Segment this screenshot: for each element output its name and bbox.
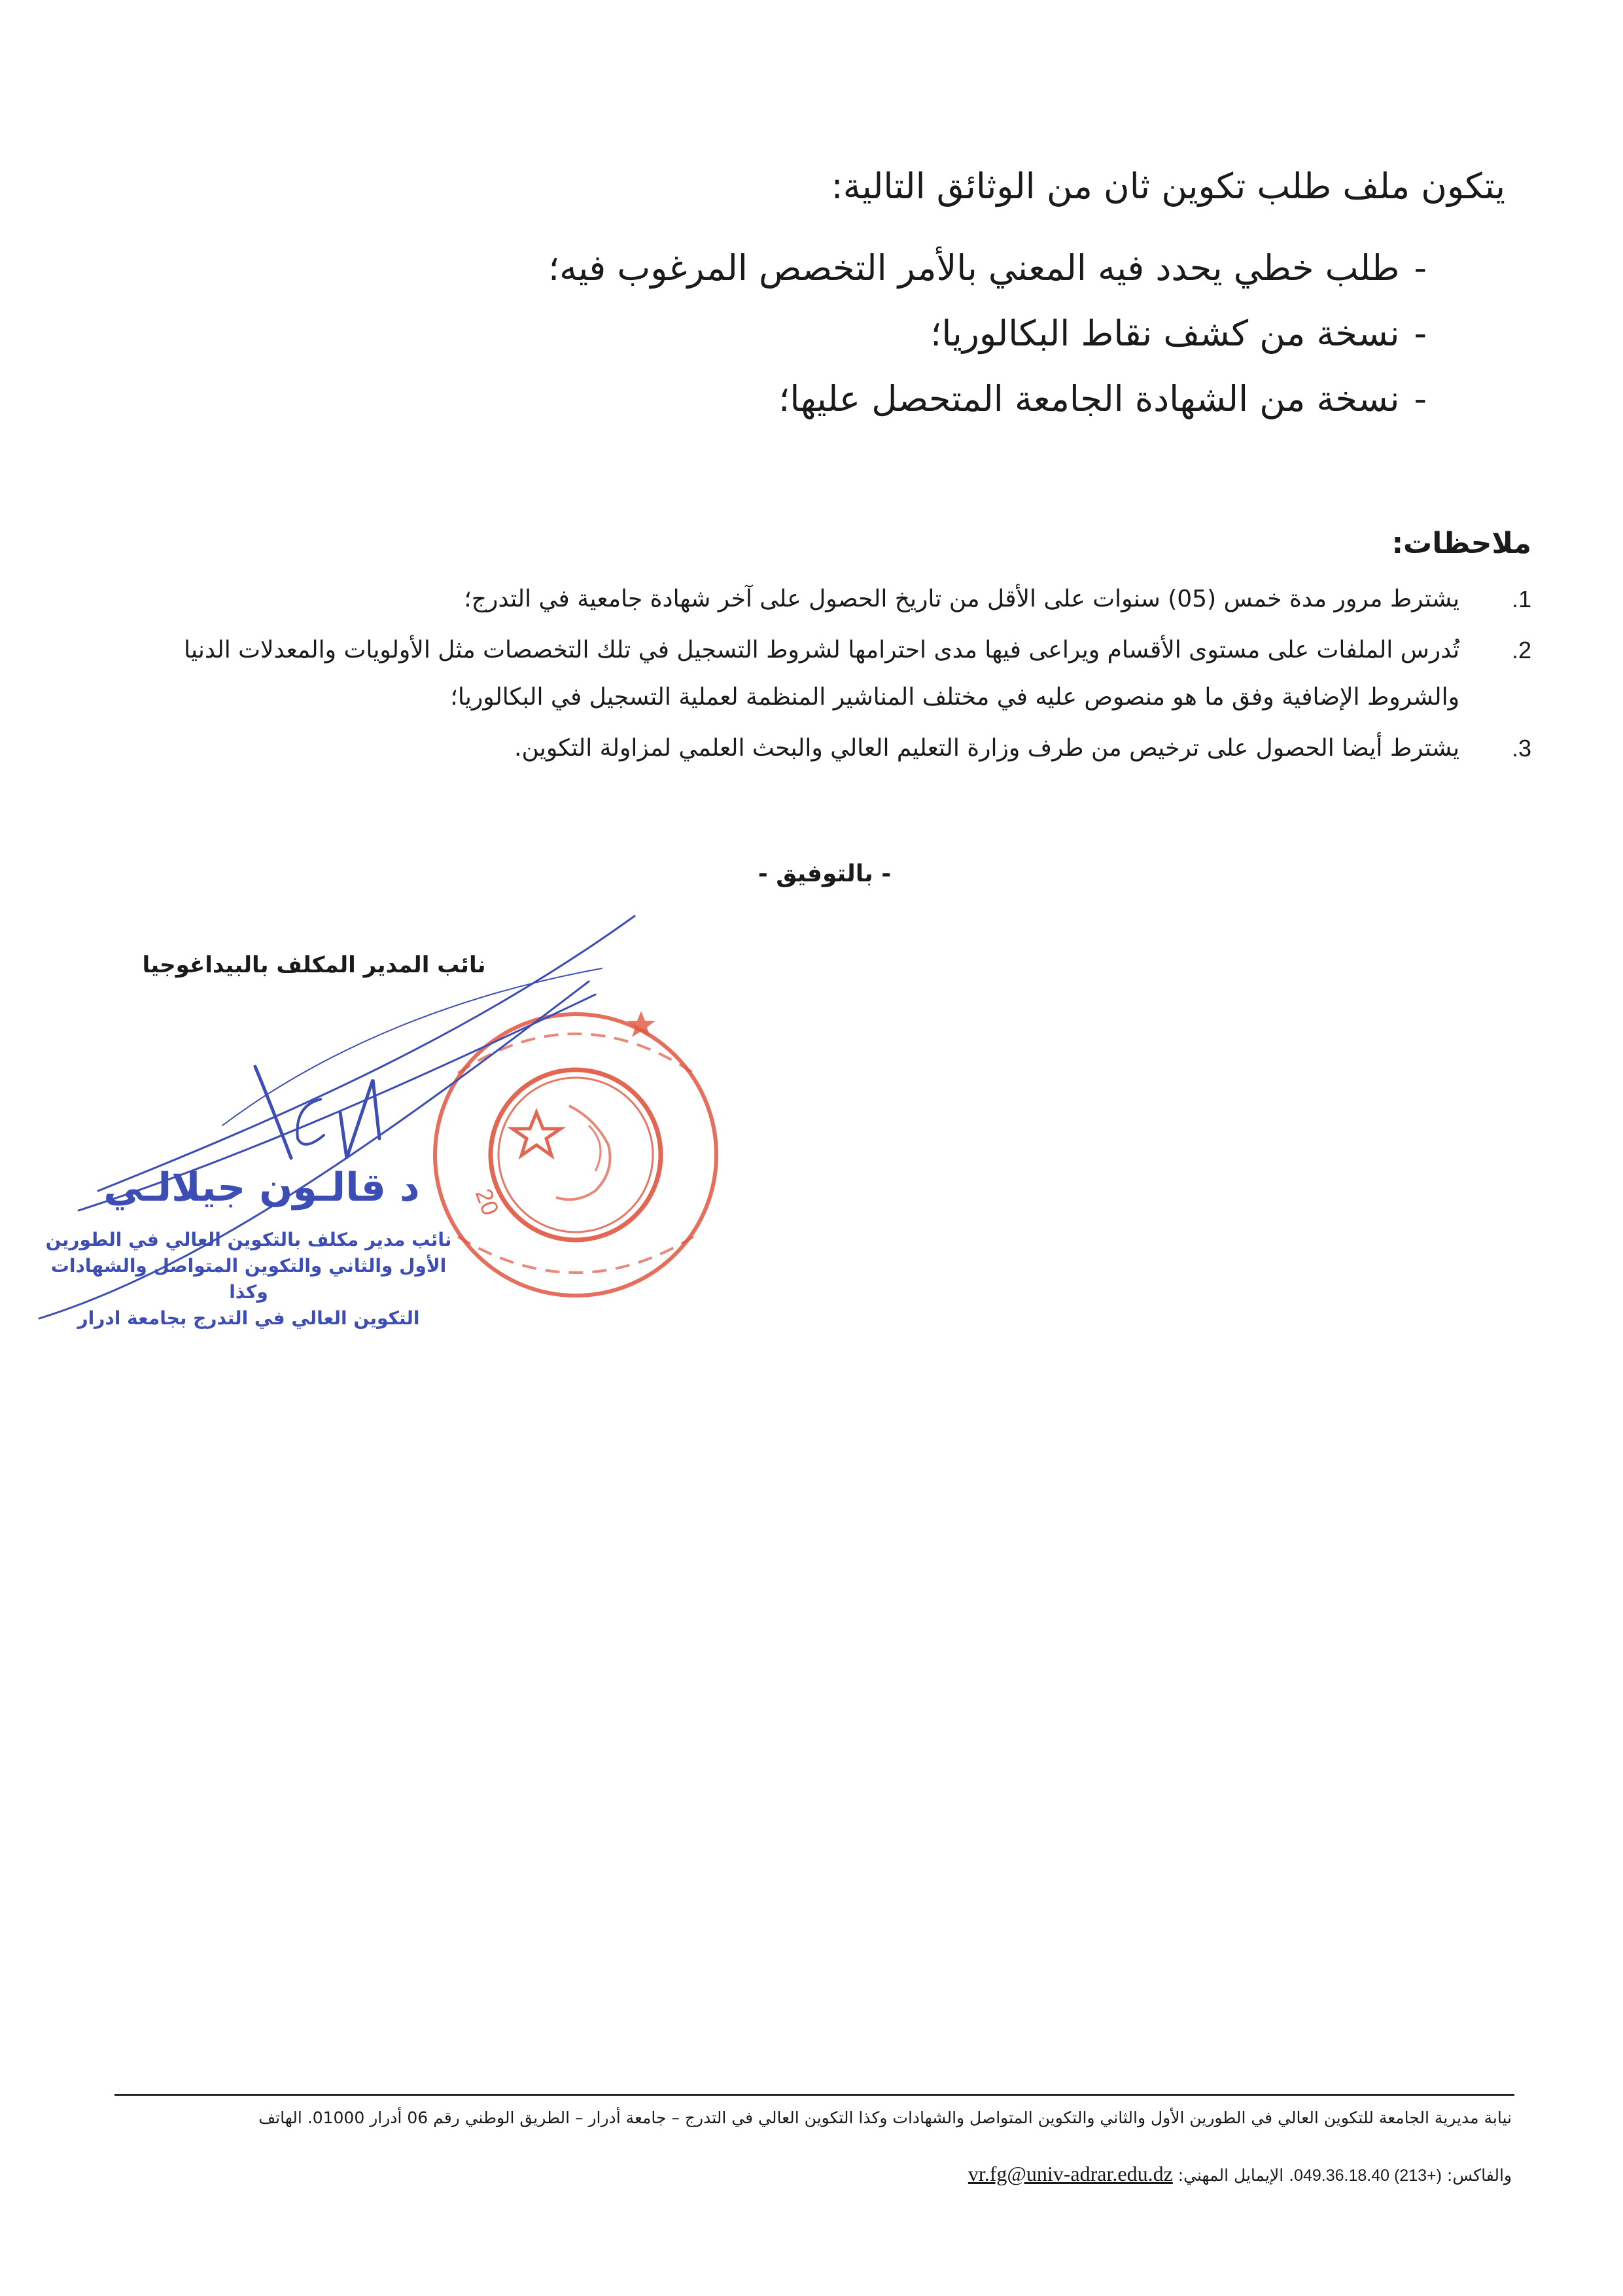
- footer-contact: [86, 2159, 1512, 2190]
- footer-divider: [114, 2094, 1514, 2096]
- footer-email-label: . الإيمايل المهني:: [1178, 2166, 1295, 2185]
- signature-stamp-name: د قالـون جيلالـي: [103, 1165, 420, 1210]
- footer-email-link[interactable]: vr.fg@univ-adrar.edu.dz: [968, 2162, 1173, 2185]
- intro-heading: يتكون ملف طلب تكوين ثان من الوثائق التالية:: [831, 166, 1505, 207]
- official-seal: [435, 1011, 716, 1296]
- note-text: يشترط مرور مدة خمس (05) سنوات على الأقل من تاريخ الحصول على آخر شهادة جامعية في التدرج؛: [464, 586, 1459, 612]
- note-text: تُدرس الملفات على مستوى الأقسام ويراعى فيها مدى احترامها لشروط التسجيل في تلك التخصصات مثل الأولويات والمعدلات الدنيا والشروط الإضافية وفق ما هو منصوص عليه في مختلف المناشير المنظمة لعملية التسجيل في البكالوريا؛: [184, 637, 1459, 711]
- signature-stamp-line: نائب مدير مكلف بالتكوين العالي في الطورين: [45, 1229, 452, 1250]
- note-number: 2.: [1511, 637, 1531, 663]
- notes-title: ملاحظات:: [1391, 527, 1531, 560]
- note-text: يشترط أيضا الحصول على ترخيص من طرف وزارة التعليم العالي والبحث العلمي لمزاولة التكوين.: [514, 735, 1459, 762]
- closing-text: - بالتوفيق -: [758, 860, 892, 887]
- note-number: 3.: [1511, 735, 1531, 762]
- footer-address: نيابة مديرية الجامعة للتكوين العالي في الطورين الأول والثاني والتكوين المتواصل والشهادات وكذا التكوين العالي في التدرج – جامعة أدرار – الطريق الوطني رقم 06 أدرار 01000. الهاتف: [258, 2108, 1512, 2127]
- requirement-item: -طلب خطي يحدد فيه المعني بالأمر التخصص المرغوب فيه؛: [548, 247, 1427, 289]
- signature-stamp-line: التكوين العالي في التدرج بجامعة ادرار: [77, 1307, 420, 1329]
- footer-fax-label: والفاكس:: [1446, 2166, 1512, 2185]
- signature-stamp-text: [39, 1227, 458, 1332]
- requirement-item: -نسخة من الشهادة الجامعة المتحصل عليها؛: [778, 378, 1427, 419]
- requirement-item: -نسخة من كشف نقاط البكالوريا؛: [930, 313, 1427, 354]
- seal-number: 20: [470, 1185, 505, 1219]
- footer-phone: 049.36.18.40 (213+): [1294, 2166, 1442, 2185]
- signature-stamp-line: الأول والثاني والتكوين المتواصل والشهادات وكذا: [50, 1255, 447, 1303]
- signer-title: نائب المدير المكلف بالبيداغوجيا: [142, 952, 486, 978]
- note-number: 1.: [1511, 586, 1531, 612]
